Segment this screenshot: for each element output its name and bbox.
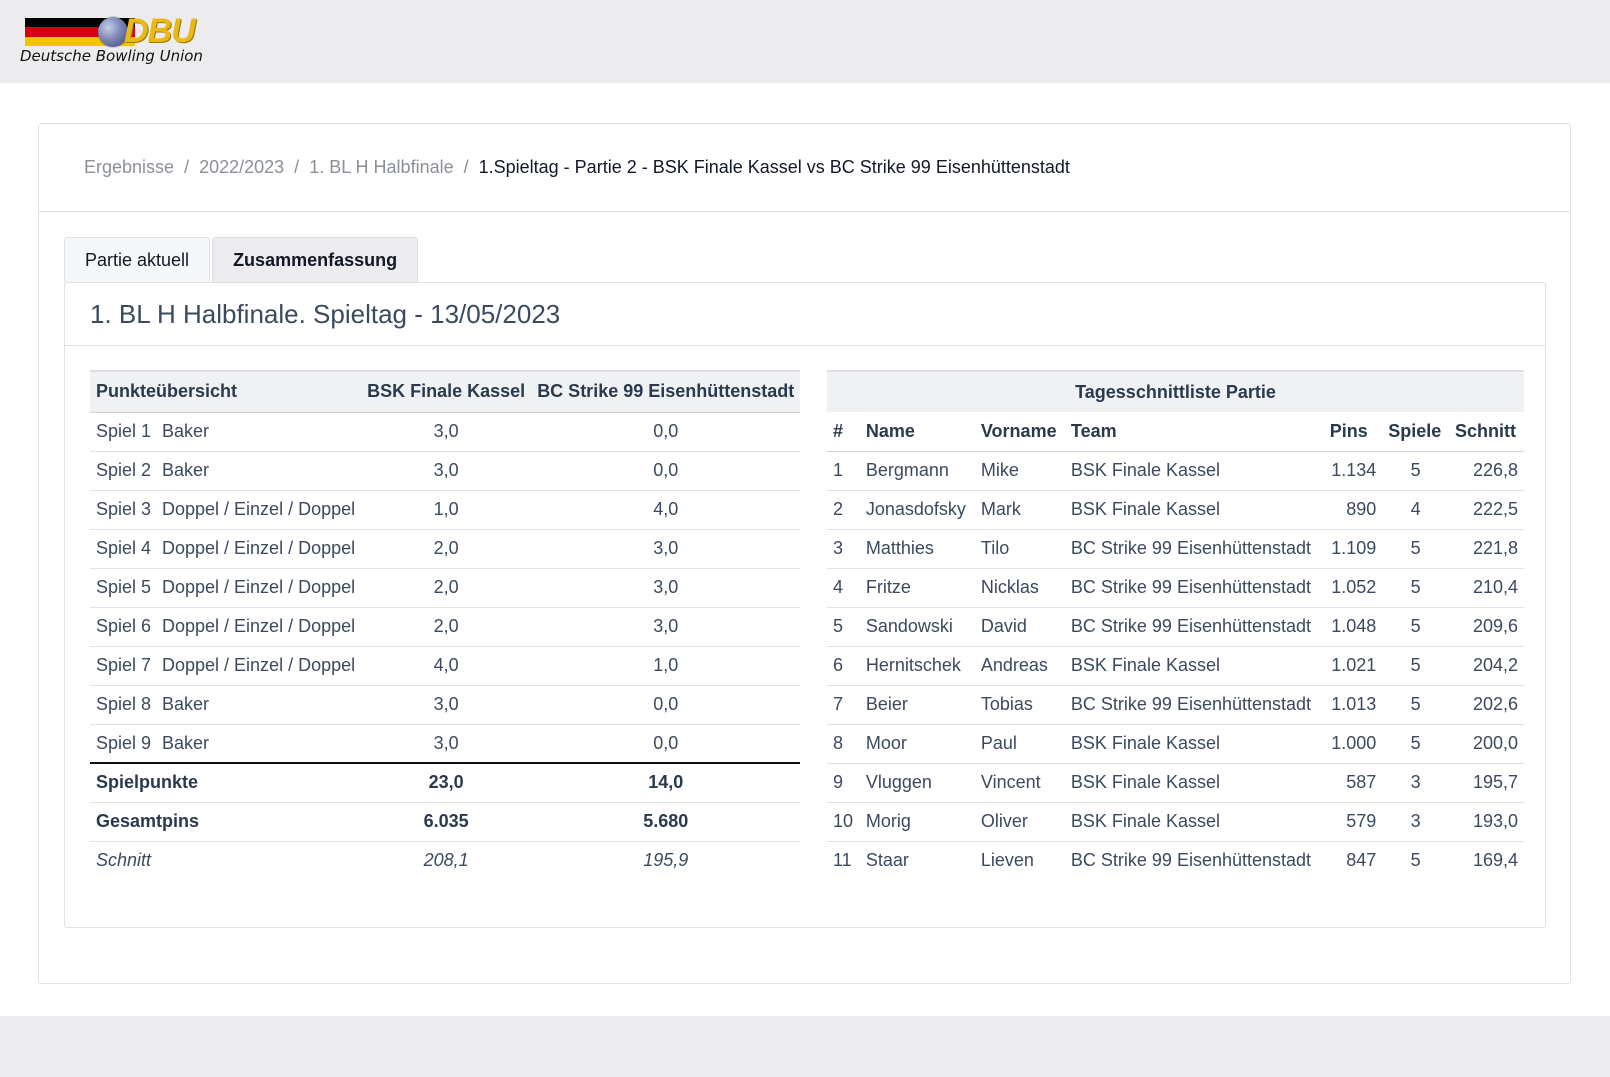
tab-partie-aktuell[interactable]: Partie aktuell: [64, 237, 210, 282]
points-home-value: 2,0: [361, 529, 531, 568]
average-body: [827, 451, 1524, 880]
spiel-number: Spiel 1: [96, 421, 152, 441]
player-schnitt: 226,8: [1449, 451, 1524, 490]
breadcrumb-item-ergebnisse[interactable]: Ergebnisse: [84, 157, 175, 177]
player-vorname: Paul: [975, 724, 1065, 763]
summary-home-value: 23,0: [361, 763, 531, 802]
points-row-label: [90, 607, 361, 646]
player-pins: 1.013: [1324, 685, 1383, 724]
points-body: [90, 412, 800, 880]
breadcrumb-separator: /: [463, 157, 469, 177]
points-away-value: 0,0: [531, 685, 800, 724]
player-vorname: Nicklas: [975, 568, 1065, 607]
summary-label: Spielpunkte: [90, 763, 361, 802]
player-team: BC Strike 99 Eisenhüttenstadt: [1065, 529, 1324, 568]
points-table: [90, 370, 800, 880]
logo-tagline: Deutsche Bowling Union: [20, 47, 203, 65]
points-away-value: 3,0: [531, 607, 800, 646]
points-away-value: 1,0: [531, 646, 800, 685]
points-home-value: 2,0: [361, 568, 531, 607]
breadcrumb-item-league[interactable]: 1. BL H Halbfinale: [309, 157, 454, 177]
summary-away-value: 14,0: [531, 763, 800, 802]
player-row: [827, 607, 1524, 646]
points-row-label: [90, 646, 361, 685]
spielpunkte-row: [90, 763, 800, 802]
player-row: [827, 685, 1524, 724]
panel-heading: 1. BL H Halbfinale. Spieltag - 13/05/2023: [65, 283, 1545, 346]
player-name: Morig: [860, 802, 975, 841]
player-name: Hernitschek: [860, 646, 975, 685]
player-schnitt: 169,4: [1472, 850, 1518, 871]
points-away-value: 3,0: [531, 568, 800, 607]
spiel-number: Spiel 3: [96, 499, 152, 519]
points-away-value: 3,0: [531, 529, 800, 568]
points-home-value: 3,0: [361, 685, 531, 724]
gesamtpins-row: [90, 802, 800, 841]
points-row: [90, 568, 800, 607]
player-vorname: Oliver: [975, 802, 1065, 841]
player-spiele: 5: [1382, 607, 1449, 646]
summary-home-value: 208,1: [423, 850, 469, 871]
player-vorname: David: [975, 607, 1065, 646]
player-row: [827, 841, 1524, 880]
player-schnitt: 204,2: [1449, 646, 1524, 685]
player-rank: 10: [827, 802, 860, 841]
player-rank: 11: [833, 850, 852, 871]
points-home-value: 4,0: [361, 646, 531, 685]
player-schnitt: 209,6: [1449, 607, 1524, 646]
player-rank: 4: [827, 568, 860, 607]
player-pins: 1.000: [1324, 724, 1383, 763]
player-team: BSK Finale Kassel: [1065, 451, 1324, 490]
schnitt-row: [90, 841, 800, 880]
spiel-number: Spiel 6: [96, 616, 152, 636]
player-schnitt: 221,8: [1449, 529, 1524, 568]
summary-label: Gesamtpins: [90, 802, 361, 841]
player-schnitt: 202,6: [1449, 685, 1524, 724]
player-name: Fritze: [860, 568, 975, 607]
spiel-number: Spiel 8: [96, 694, 152, 714]
points-row: [90, 490, 800, 529]
player-name: Staar: [865, 850, 909, 871]
average-header-rank: #: [827, 412, 860, 451]
spiel-mode: Baker: [162, 460, 210, 480]
player-pins: 890: [1324, 490, 1383, 529]
points-home-value: 3,0: [361, 451, 531, 490]
summary-label: Schnitt: [96, 850, 152, 871]
points-row-label: [90, 724, 361, 763]
player-pins: 1.021: [1324, 646, 1383, 685]
player-schnitt: 195,7: [1449, 763, 1524, 802]
player-name: Bergmann: [860, 451, 975, 490]
player-vorname: Vincent: [975, 763, 1065, 802]
summary-away-value: 5.680: [531, 802, 800, 841]
spiel-mode: Doppel / Einzel / Doppel: [162, 538, 356, 558]
player-team: BSK Finale Kassel: [1065, 802, 1324, 841]
points-row-label: [90, 412, 361, 451]
breadcrumb-separator: /: [294, 157, 300, 177]
player-spiele: 3: [1382, 763, 1449, 802]
logo-letters: DBU: [124, 12, 195, 50]
summary-home-value: 6.035: [361, 802, 531, 841]
points-header-home: BSK Finale Kassel: [361, 371, 531, 412]
player-spiele: 5: [1382, 568, 1449, 607]
player-rank: 9: [827, 763, 860, 802]
player-pins: 1.052: [1324, 568, 1383, 607]
player-spiele: 3: [1382, 802, 1449, 841]
player-pins: 847: [1346, 850, 1377, 871]
player-rank: 6: [827, 646, 860, 685]
player-name: Sandowski: [860, 607, 975, 646]
player-row: [827, 529, 1524, 568]
average-header-row: [827, 412, 1524, 451]
breadcrumb: [39, 124, 1570, 212]
average-header-schnitt: Schnitt: [1449, 412, 1524, 451]
player-row: [827, 490, 1524, 529]
player-spiele: 5: [1382, 451, 1449, 490]
player-team: BC Strike 99 Eisenhüttenstadt: [1065, 685, 1324, 724]
spiel-mode: Baker: [162, 694, 210, 714]
points-header-away: BC Strike 99 Eisenhüttenstadt: [531, 371, 800, 412]
player-rank: 3: [827, 529, 860, 568]
player-pins: 1.109: [1324, 529, 1383, 568]
player-pins: 1.134: [1324, 451, 1383, 490]
points-header-row: [90, 371, 800, 412]
points-row: [90, 412, 800, 451]
player-name: Matthies: [860, 529, 975, 568]
player-team: BSK Finale Kassel: [1065, 763, 1324, 802]
player-team: BC Strike 99 Eisenhüttenstadt: [1065, 568, 1324, 607]
tab-bar: [64, 237, 420, 282]
player-row: [827, 763, 1524, 802]
points-row: [90, 724, 800, 763]
points-header-label: Punkteübersicht: [90, 371, 361, 412]
player-name: Beier: [860, 685, 975, 724]
points-away-value: 0,0: [531, 412, 800, 451]
player-name: Jonasdofsky: [860, 490, 975, 529]
points-home-value: 3,0: [361, 412, 531, 451]
points-row-label: [90, 685, 361, 724]
player-name: Vluggen: [860, 763, 975, 802]
player-row: [827, 451, 1524, 490]
breadcrumb-item-season[interactable]: 2022/2023: [199, 157, 285, 177]
points-row: [90, 646, 800, 685]
player-vorname: Tilo: [975, 529, 1065, 568]
spiel-number: Spiel 2: [96, 460, 152, 480]
average-title: Tagesschnittliste Partie: [827, 371, 1524, 412]
player-team: BC Strike 99 Eisenhüttenstadt: [1065, 607, 1324, 646]
points-row: [90, 451, 800, 490]
player-spiele: 5: [1382, 685, 1449, 724]
spiel-number: Spiel 4: [96, 538, 152, 558]
spiel-number: Spiel 9: [96, 732, 152, 753]
player-vorname: Tobias: [975, 685, 1065, 724]
player-rank: 5: [827, 607, 860, 646]
player-spiele: 4: [1382, 490, 1449, 529]
tab-zusammenfassung[interactable]: Zusammenfassung: [212, 237, 418, 282]
average-title-row: [827, 371, 1524, 412]
average-header-vorname: Vorname: [975, 412, 1065, 451]
player-row: [827, 568, 1524, 607]
player-row: [827, 724, 1524, 763]
player-spiele: 5: [1410, 850, 1421, 871]
player-vorname: Andreas: [975, 646, 1065, 685]
points-row-label: [90, 490, 361, 529]
player-spiele: 5: [1382, 646, 1449, 685]
site-footer: [0, 1016, 1610, 1077]
spiel-number: Spiel 7: [96, 655, 152, 675]
player-spiele: 5: [1382, 529, 1449, 568]
player-vorname: Mike: [975, 451, 1065, 490]
spiel-mode: Doppel / Einzel / Doppel: [162, 616, 356, 636]
player-rank: 8: [827, 724, 860, 763]
player-name: Moor: [860, 724, 975, 763]
spiel-mode: Baker: [162, 421, 210, 441]
average-header-name: Name: [860, 412, 975, 451]
player-rank: 7: [827, 685, 860, 724]
player-schnitt: 200,0: [1449, 724, 1524, 763]
points-home-value: 2,0: [361, 607, 531, 646]
player-team: BSK Finale Kassel: [1065, 646, 1324, 685]
player-team: BSK Finale Kassel: [1065, 490, 1324, 529]
player-rank: 2: [827, 490, 860, 529]
points-row-label: [90, 568, 361, 607]
points-row-label: [90, 529, 361, 568]
summary-away-value: 195,9: [643, 850, 689, 871]
player-pins: 579: [1324, 802, 1383, 841]
player-vorname: Mark: [975, 490, 1065, 529]
points-row: [90, 529, 800, 568]
summary-panel: [64, 282, 1546, 928]
player-pins: 587: [1324, 763, 1383, 802]
player-schnitt: 210,4: [1449, 568, 1524, 607]
player-team: BC Strike 99 Eisenhüttenstadt: [1070, 850, 1312, 871]
average-header-spiele: Spiele: [1382, 412, 1449, 451]
points-away-value: 4,0: [531, 490, 800, 529]
average-header-team: Team: [1065, 412, 1324, 451]
site-header: [0, 0, 1610, 83]
spiel-number: Spiel 5: [96, 577, 152, 597]
breadcrumb-separator: /: [184, 157, 190, 177]
points-row: [90, 685, 800, 724]
player-schnitt: 222,5: [1449, 490, 1524, 529]
points-away-value: 0,0: [531, 724, 800, 763]
player-vorname: Lieven: [980, 850, 1034, 871]
player-row: [827, 646, 1524, 685]
average-header-pins: Pins: [1324, 412, 1383, 451]
points-away-value: 0,0: [531, 451, 800, 490]
points-row-label: [90, 451, 361, 490]
player-team: BSK Finale Kassel: [1065, 724, 1324, 763]
player-schnitt: 193,0: [1449, 802, 1524, 841]
points-row: [90, 607, 800, 646]
player-pins: 1.048: [1324, 607, 1383, 646]
spiel-mode: Doppel / Einzel / Doppel: [162, 499, 356, 519]
player-spiele: 5: [1382, 724, 1449, 763]
player-rank: 1: [827, 451, 860, 490]
average-table: [827, 370, 1524, 880]
player-row: [827, 802, 1524, 841]
breadcrumb-current: 1.Spieltag - Partie 2 - BSK Finale Kassel vs BC Strike 99 Eisenhüttenstadt: [478, 157, 1070, 177]
points-home-value: 3,0: [361, 724, 531, 763]
spiel-mode: Doppel / Einzel / Doppel: [162, 655, 356, 675]
spiel-mode: Baker: [162, 732, 210, 753]
spiel-mode: Doppel / Einzel / Doppel: [162, 577, 356, 597]
dbu-logo[interactable]: [20, 14, 220, 70]
points-home-value: 1,0: [361, 490, 531, 529]
main-card: [38, 123, 1571, 984]
